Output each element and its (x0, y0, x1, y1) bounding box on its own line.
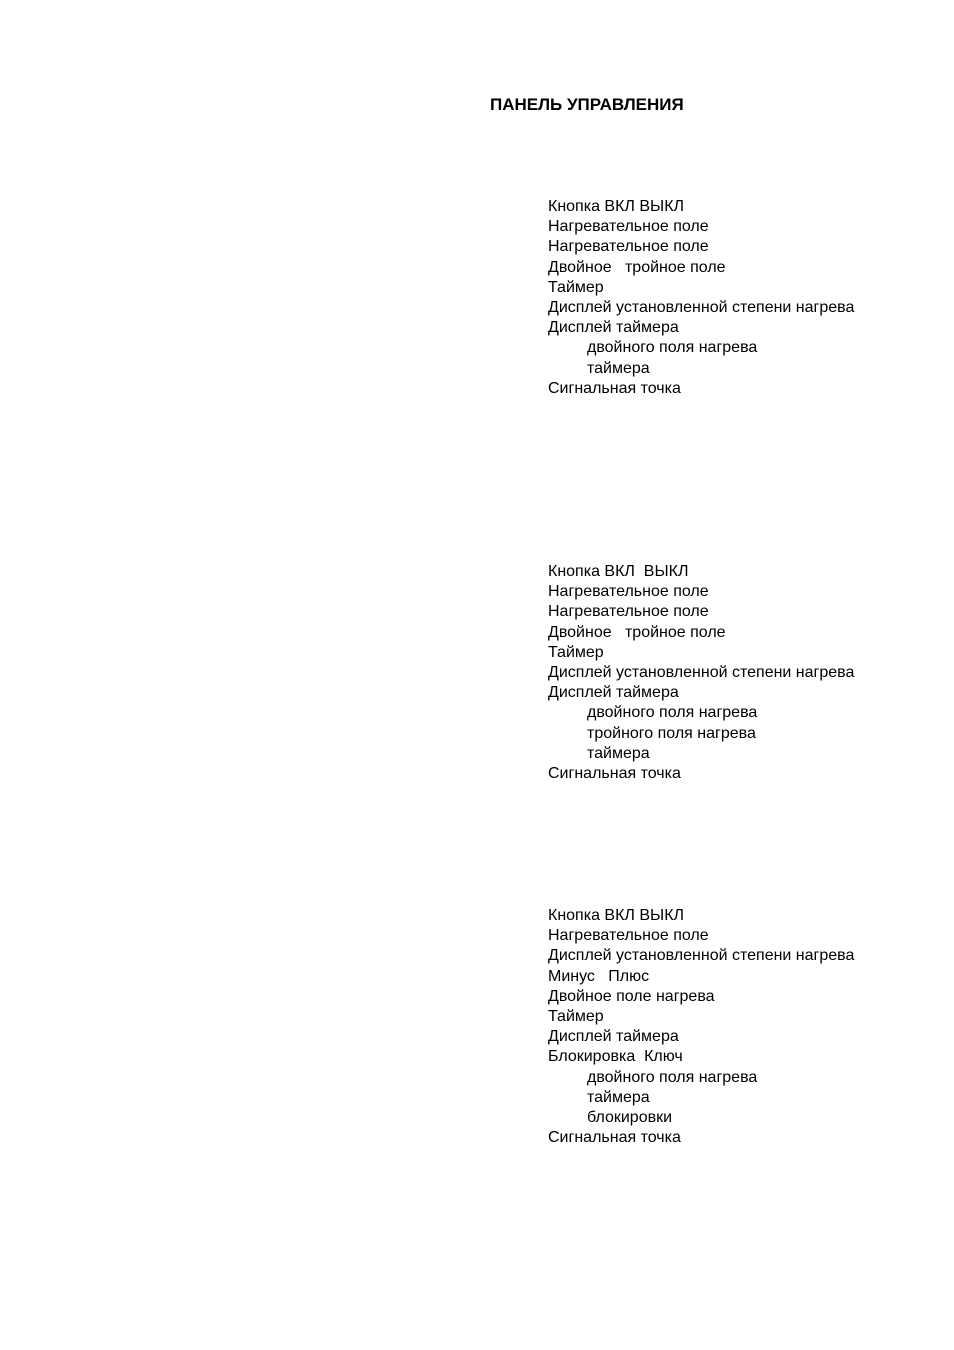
legend-item: тройного поля нагрева (587, 724, 756, 742)
legend-item: Кнопка ВКЛ ВЫКЛ (548, 198, 685, 215)
legend-item: Дисплей таймера (548, 319, 679, 337)
legend-item: Кнопка ВКЛ ВЫКЛ (548, 563, 689, 580)
legend-item: Сигнальная точка (548, 1129, 681, 1147)
legend-item: Дисплей установленной степени нагрева (548, 947, 855, 965)
legend-item: Дисплей установленной степени нагрева (548, 663, 855, 681)
legend-list-2 (548, 562, 854, 784)
page-title: ПАНЕЛЬ УПРАВЛЕНИЯ (490, 95, 684, 114)
legend-item: Блокировка Ключ (548, 1048, 683, 1066)
legend-item: Нагревательное поле (548, 927, 709, 945)
legend-list-3 (548, 906, 854, 1148)
legend-item: таймера (587, 359, 650, 377)
legend-item: Минус Плюс (548, 967, 650, 985)
legend-item: Двойное поле нагрева (548, 987, 715, 1005)
legend-item: Нагревательное поле (548, 603, 709, 621)
legend-item: Таймер (548, 278, 604, 296)
legend-item: Сигнальная точка (548, 764, 681, 782)
legend-list-1 (548, 197, 854, 399)
legend-item: двойного поля нагрева (587, 704, 758, 722)
legend-item: Нагревательное поле (548, 218, 709, 236)
legend-item: блокировки (587, 1108, 673, 1126)
legend-item: Таймер (548, 643, 604, 661)
legend-item: двойного поля нагрева (587, 339, 758, 357)
legend-item: Сигнальная точка (548, 379, 681, 397)
legend-item: Таймер (548, 1007, 604, 1025)
legend-item: Двойное тройное поле (548, 258, 726, 276)
legend-item: Дисплей установленной степени нагрева (548, 298, 855, 316)
legend-item: Дисплей таймера (548, 684, 679, 702)
legend-item: двойного поля нагрева (587, 1068, 758, 1086)
legend-item: таймера (587, 744, 650, 762)
legend-item: Нагревательное поле (548, 583, 709, 601)
legend-item: таймера (587, 1088, 650, 1106)
legend-item: Дисплей таймера (548, 1028, 679, 1046)
legend-item: Нагревательное поле (548, 238, 709, 256)
legend-item: Двойное тройное поле (548, 623, 726, 641)
legend-item: Кнопка ВКЛ ВЫКЛ (548, 907, 685, 924)
